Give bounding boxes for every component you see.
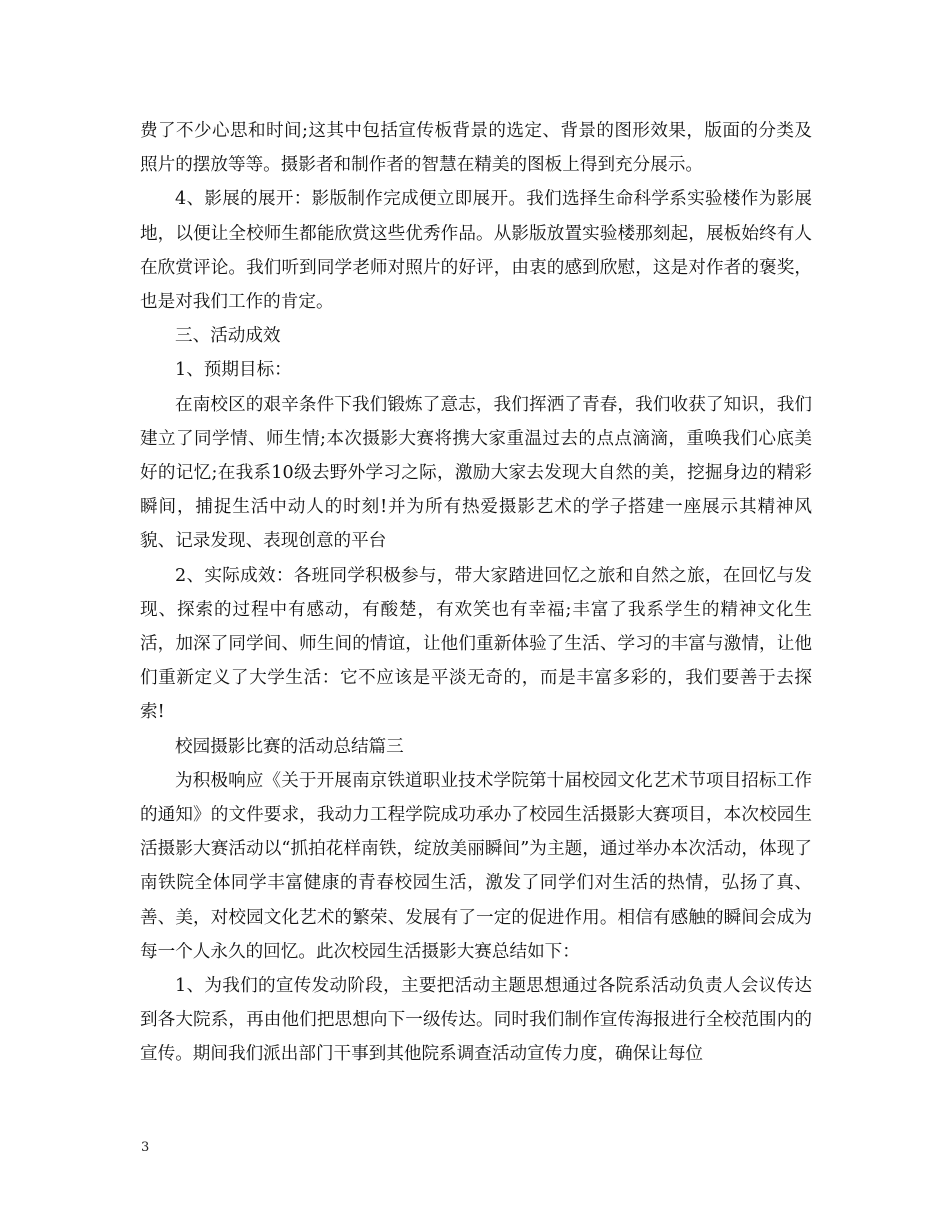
section-heading-results: 三、活动成效 xyxy=(175,326,281,347)
paragraph-6: 2、实际成效：各班同学积极参与，带大家踏进回忆之旅和自然之旅，在回忆与发现、探索的过程中有感动，有酸楚，有欢笑也有幸福;丰富了我系学生的精神文化生活，加深了同学间、师生间的情谊，让他们重新体验了生活、学习的丰富与激情，让他们重新定义了大学生活：它不应该是平淡无奇的，而是丰富多彩的，我们要善于去探索! xyxy=(140,565,812,723)
paragraph-2: 4、影展的展开：影版制作完成便立即展开。我们选择生命科学系实验楼作为影展地，以便让全校师生都能欣赏这些优秀作品。从影版放置实验楼那刻起，展板始终有人在欣赏评论。我们听到同学老师对照片的好评，由衷的感到欣慰，这是对作者的褒奖，也是对我们工作的肯定。 xyxy=(140,189,812,313)
paragraph-8: 为积极响应《关于开展南京铁道职业技术学院第十届校园文化艺术节项目招标工作的通知》的文件要求，我动力工程学院成功承办了校园生活摄影大赛项目，本次校园生活摄影大赛活动以“抓拍花样南铁，绽放美丽瞬间”为主题，通过举办本次活动，体现了南铁院全体同学丰富健康的青春校园生活，激发了同学们对生活的热情，弘扬了真、善、美，对校园文化艺术的繁荣、发展有了一定的促进作用。相信有感触的瞬间会成为每一个人永久的回忆。此次校园生活摄影大赛总结如下： xyxy=(140,770,812,962)
document-body xyxy=(140,114,812,1072)
paragraph-9: 1、为我们的宣传发动阶段，主要把活动主题思想通过各院系活动负责人会议传达到各大院系，再由他们把思想向下一级传达。同时我们制作宣传海报进行全校范围内的宣传。期间我们派出部门干事到其他院系调查活动宣传力度，确保让每位 xyxy=(140,976,812,1065)
subheading-expected-goals: 1、预期目标： xyxy=(175,360,292,381)
article-title-part-three: 校园摄影比赛的活动总结篇三 xyxy=(175,736,404,757)
paragraph-5: 在南校区的艰辛条件下我们锻炼了意志，我们挥洒了青春，我们收获了知识，我们建立了同学情、师生情;本次摄影大赛将携大家重温过去的点点滴滴，重唤我们心底美好的记忆;在我系10级去野外学习之际，激励大家去发现大自然的美，挖掘身边的精彩瞬间，捕捉生活中动人的时刻!并为所有热爱摄影艺术的学子搭建一座展示其精神风貌、记录发现、表现创意的平台 xyxy=(140,394,812,552)
paragraph-1: 费了不少心思和时间;这其中包括宣传板背景的选定、背景的图形效果，版面的分类及照片的摆放等等。摄影者和制作者的智慧在精美的图板上得到充分展示。 xyxy=(140,121,812,176)
page-number: 3 xyxy=(141,1140,150,1155)
